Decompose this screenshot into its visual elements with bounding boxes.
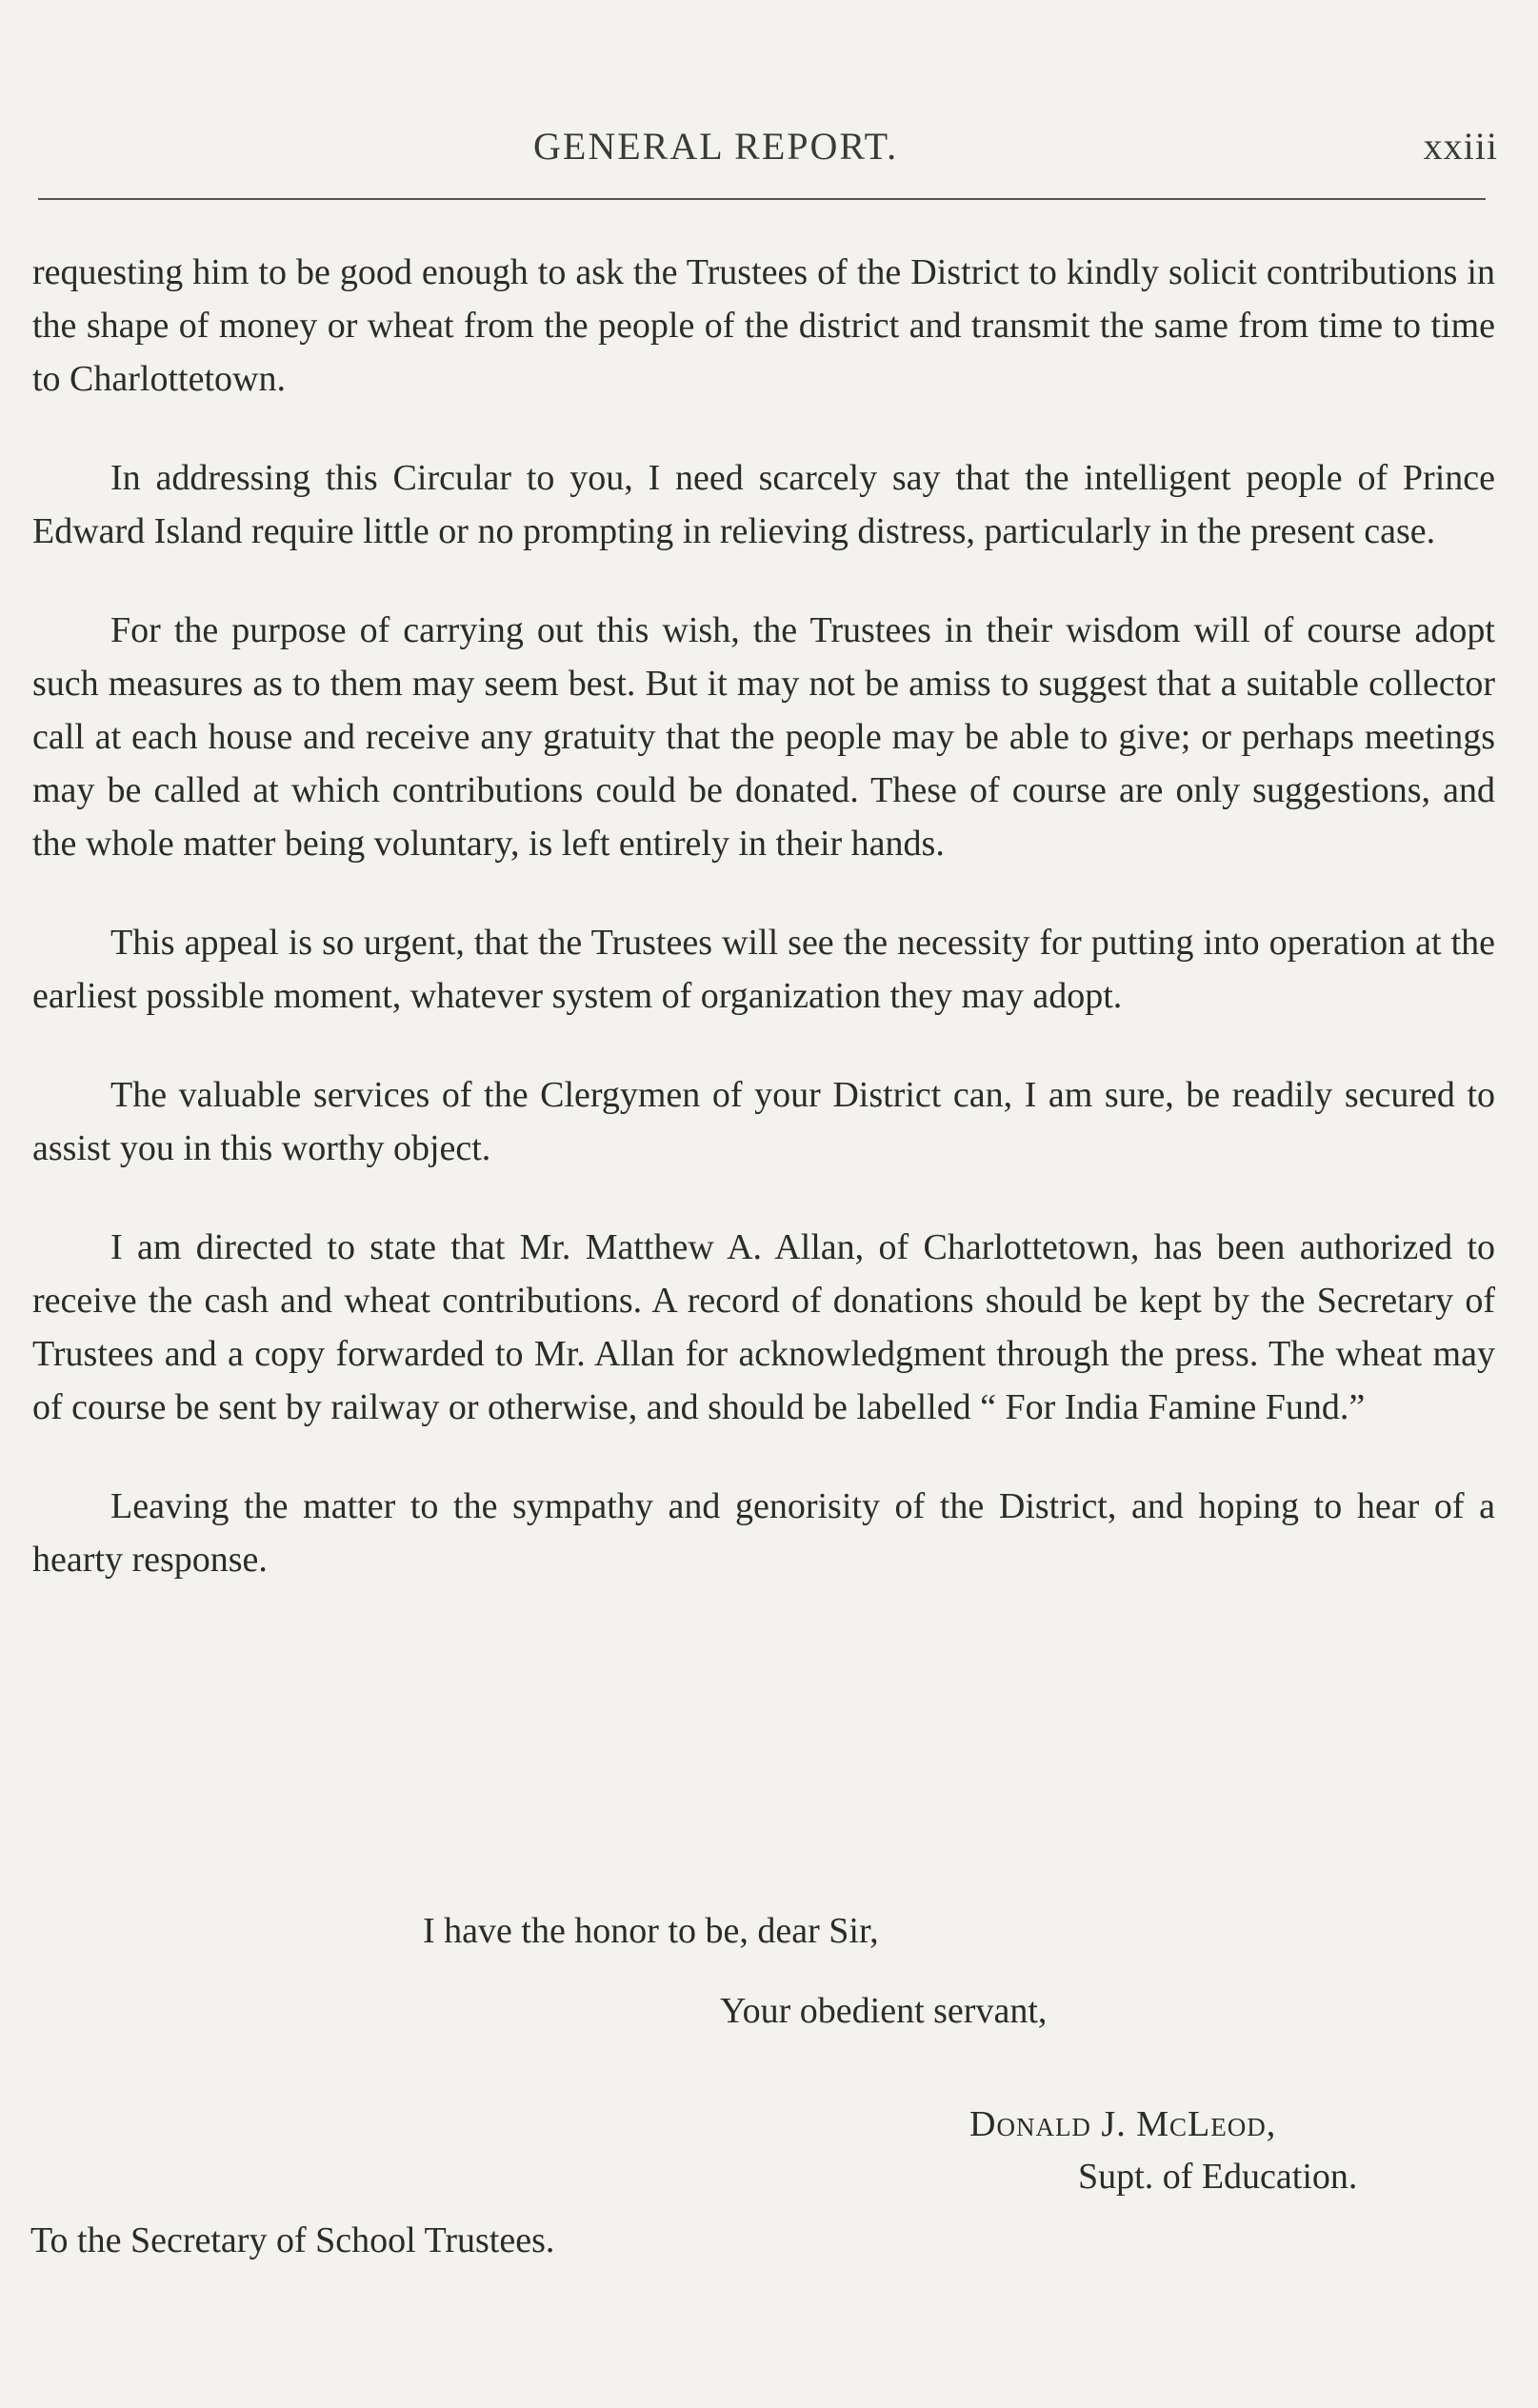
paragraph-clergymen: The valuable services of the Clergymen of your District can, I am sure, be readily secured to assist you in this worthy object.	[32, 1075, 1495, 1168]
salutation: I have the honor to be, dear Sir,	[423, 1911, 879, 1951]
page-number: xxiii	[1423, 125, 1498, 168]
paragraph-continuation: requesting him to be good enough to ask the Trustees of the District to kindly solicit contributions in the shape of money or wheat from the people of the district and transmit the same from time to time to Charlottetown.	[32, 252, 1495, 399]
paragraph-contributions: I am directed to state that Mr. Matthew A. Allan, of Charlottetown, has been authorized to receive the cash and wheat contributions. A record of donations should be kept by the Secretary of Trustees and a copy forwarded to Mr. Allan for acknowledgment through the press. The wheat may of course be sent by railway or otherwise, and should be labelled “ For India Famine Fund.”	[32, 1227, 1495, 1427]
page-title: GENERAL REPORT.	[533, 125, 899, 168]
paragraph-addressing: In addressing this Circular to you, I need scarcely say that the intelligent people of Prince Edward Island require little or no prompting in relieving distress, particularly in the present case.	[32, 458, 1495, 551]
running-header	[0, 124, 1538, 181]
signatory-name: Donald J. McLeod,	[969, 2104, 1277, 2144]
signatory-title: Supt. of Education.	[1078, 2157, 1358, 2197]
header-rule	[38, 198, 1486, 200]
paragraph-purpose: For the purpose of carrying out this wish, the Trustees in their wisdom will of course adopt such measures as to them may seem best. But it may not be amiss to suggest that a suitable collector call at each house and receive any gratuity that the people may be able to give; or perhaps meetings may be called at which contributions could be donated. These of course are only suggestions, and the whole matter being voluntary, is left entirely in their hands.	[32, 610, 1495, 864]
letter-body	[32, 246, 1495, 1632]
valediction: Your obedient servant,	[720, 1991, 1048, 2031]
addressee: To the Secretary of School Trustees.	[30, 2220, 555, 2260]
paragraph-appeal: This appeal is so urgent, that the Trustees will see the necessity for putting into operation at the earliest possible moment, whatever system of organization they may adopt.	[32, 923, 1495, 1016]
paragraph-leaving: Leaving the matter to the sympathy and genorisity of the District, and hoping to hear of a hearty response.	[32, 1486, 1495, 1580]
